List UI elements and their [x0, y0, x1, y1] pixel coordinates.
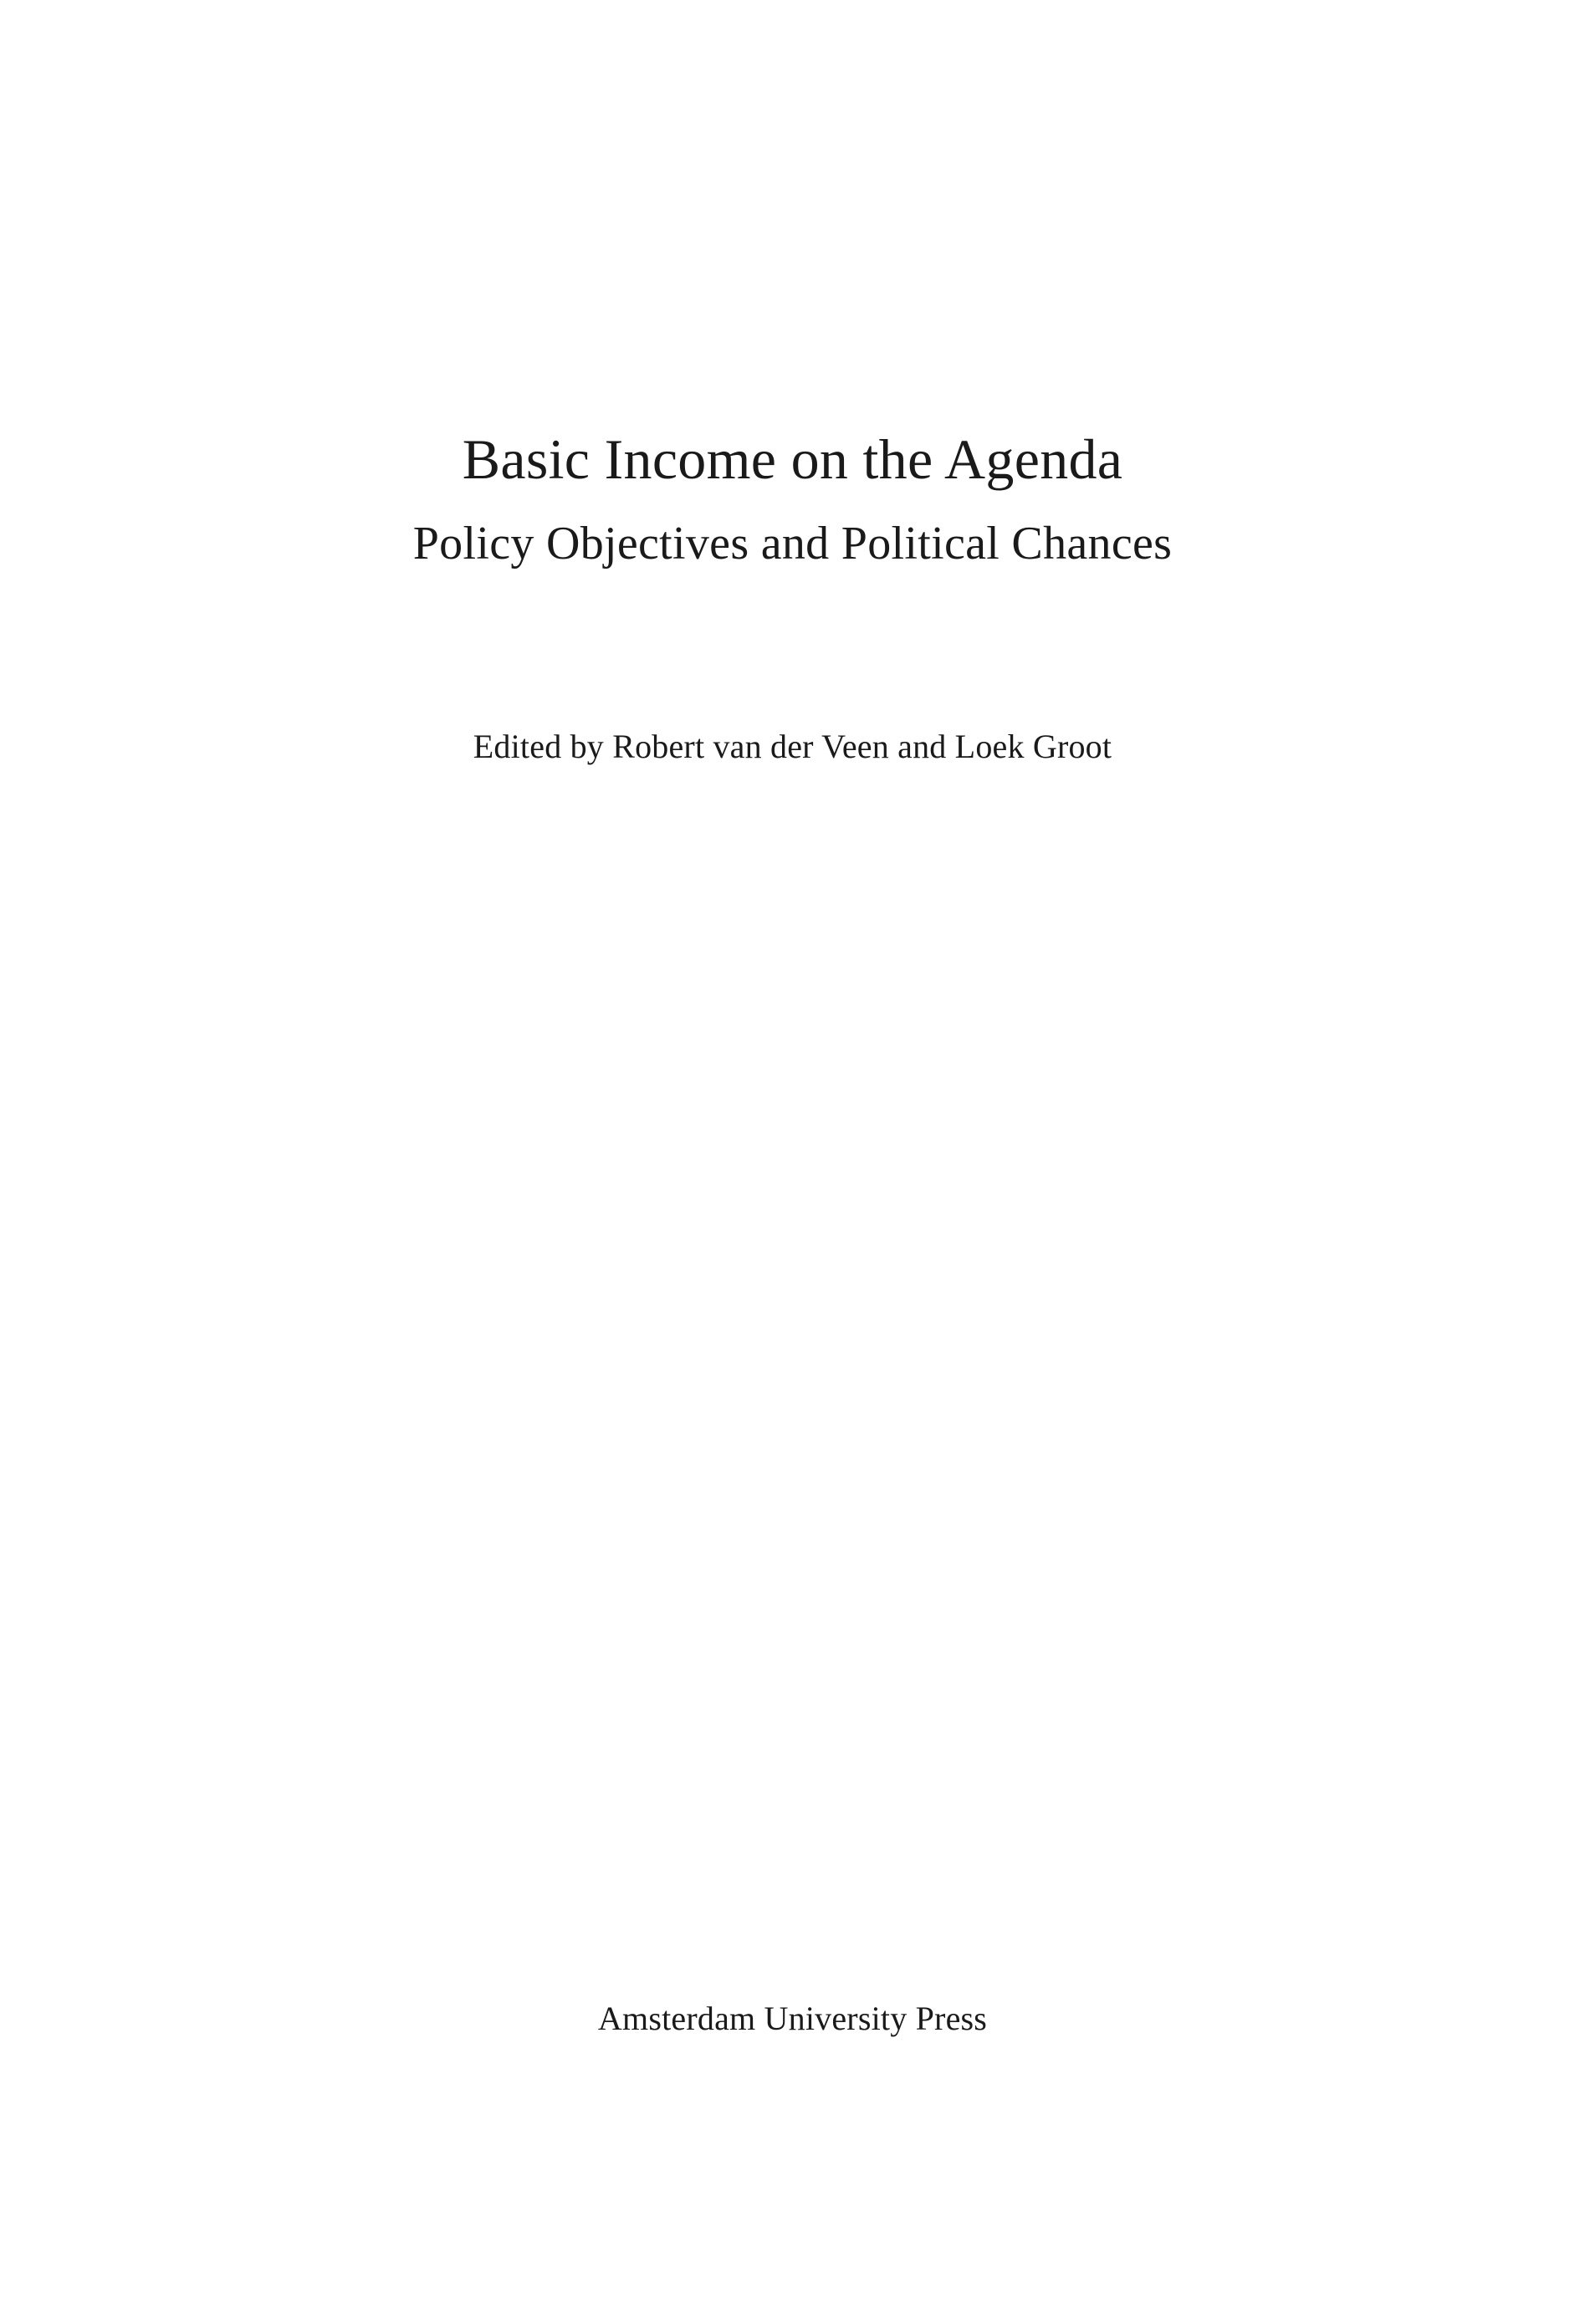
book-subtitle: Policy Objectives and Political Chances	[412, 518, 1173, 570]
publisher-name: Amsterdam University Press	[597, 2000, 988, 2037]
book-title: Basic Income on the Agenda	[462, 427, 1123, 491]
editors-line: Edited by Robert van der Veen and Loek Groot	[473, 728, 1112, 765]
